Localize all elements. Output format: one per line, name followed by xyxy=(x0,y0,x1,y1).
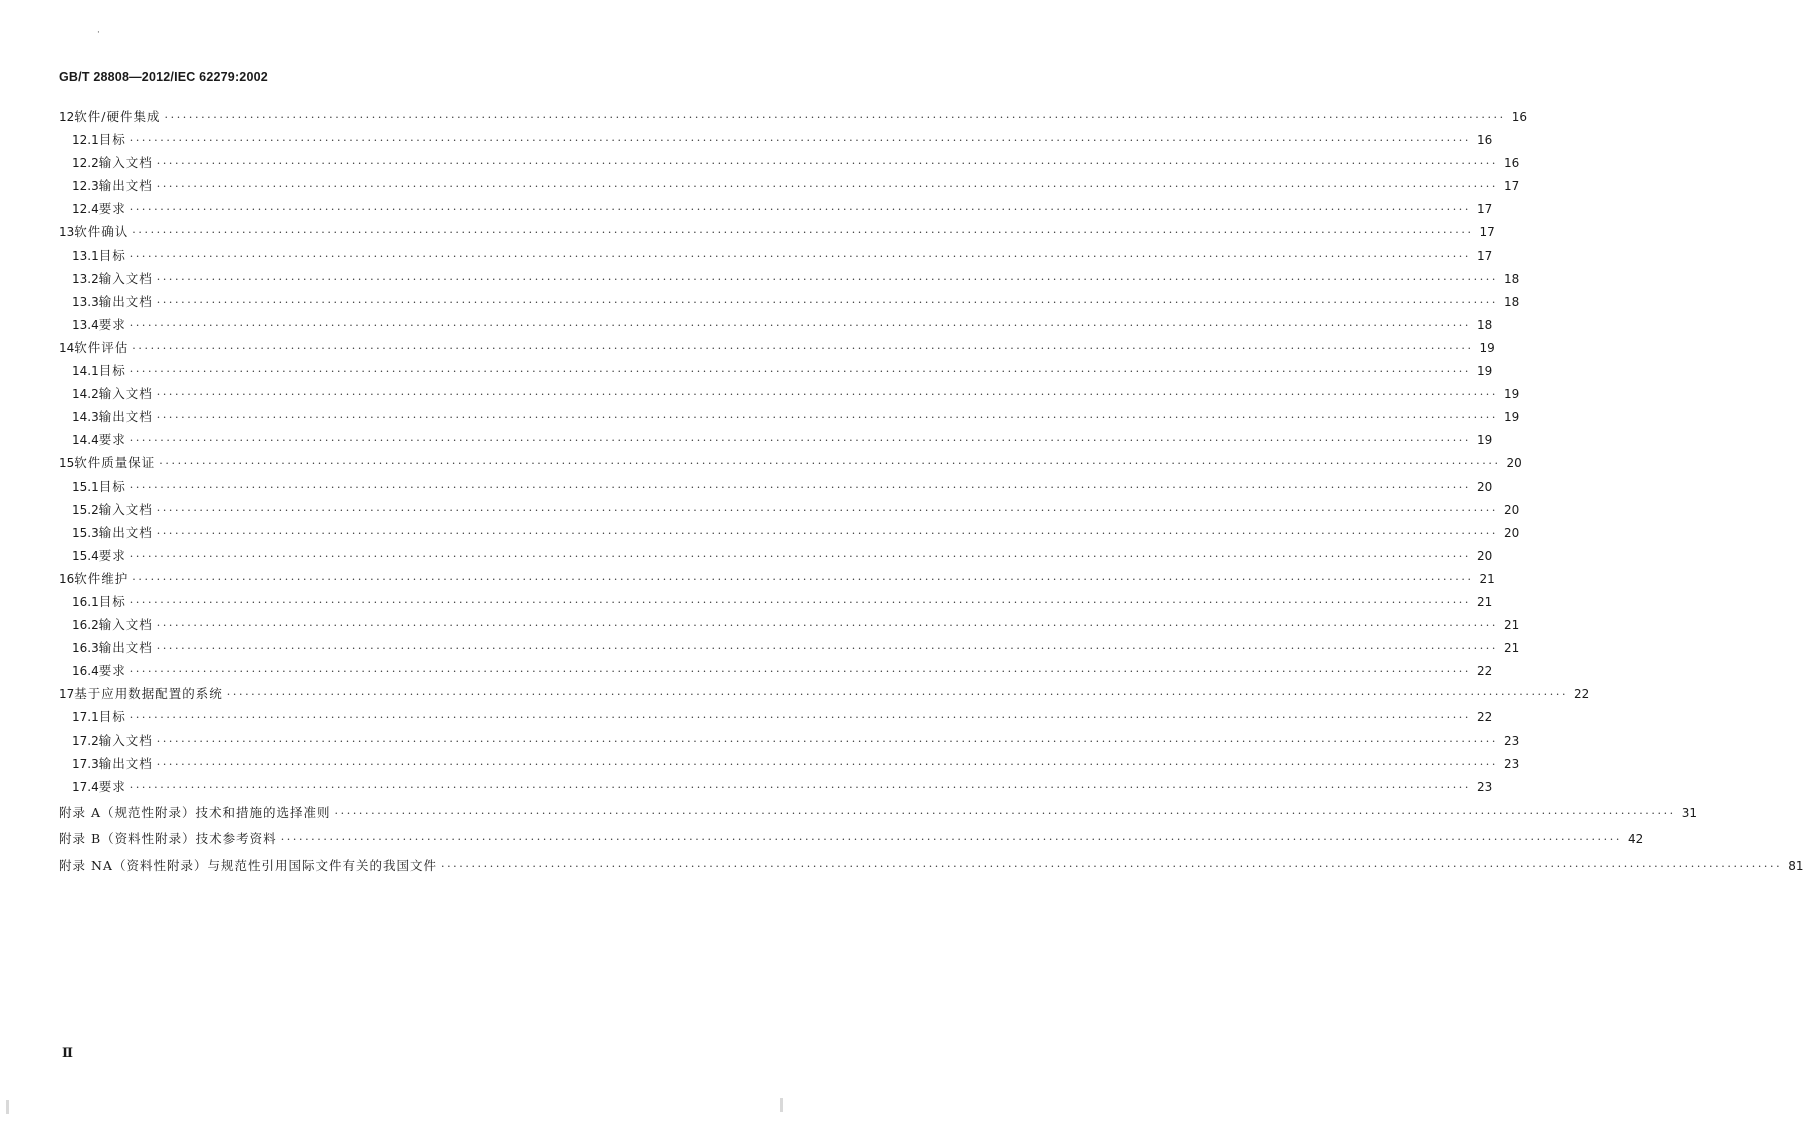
toc-title: 要求 xyxy=(98,316,126,332)
toc-title: 目标 xyxy=(98,247,126,263)
dot-leader: ···························································································································································································································· xyxy=(132,226,1474,240)
toc-number: 13.4 xyxy=(72,317,99,332)
scan-speck: · xyxy=(97,28,100,38)
dot-leader: ···························································································································································································································· xyxy=(156,272,1498,286)
toc-page: 21 xyxy=(1479,571,1495,586)
toc-subsection-row[interactable] xyxy=(59,659,1493,682)
toc-page: 23 xyxy=(1503,733,1520,748)
annex-title: 技术和措施的选择准则 xyxy=(195,804,331,820)
dot-leader: ···························································································································································································································· xyxy=(156,180,1498,194)
toc-section-row[interactable] xyxy=(59,105,1528,128)
dot-leader: ···························································································································································································································· xyxy=(280,833,1622,847)
toc-page: 23 xyxy=(1503,756,1520,771)
toc-title: 目标 xyxy=(98,593,126,609)
toc-title: 输出文档 xyxy=(98,178,153,194)
toc-page: 20 xyxy=(1503,525,1520,540)
dot-leader: ···························································································································································································································· xyxy=(156,157,1498,171)
toc-title: 输入文档 xyxy=(98,617,153,633)
toc-page: 22 xyxy=(1574,687,1590,702)
toc-number: 17.4 xyxy=(72,779,99,794)
toc-title: 软件确认 xyxy=(74,224,129,240)
toc-number: 13.3 xyxy=(72,294,99,309)
dot-leader: ···························································································································································································································· xyxy=(129,780,1471,794)
toc-section-row[interactable] xyxy=(59,451,1522,474)
toc-title: 目标 xyxy=(98,478,126,494)
standard-designation: GB/T 28808—2012/IEC 62279:2002 xyxy=(59,70,268,84)
toc-number: 14.3 xyxy=(72,410,99,425)
toc-subsection-row[interactable] xyxy=(59,544,1493,567)
toc-page: 19 xyxy=(1503,387,1520,402)
toc-number: 13.1 xyxy=(72,248,99,263)
toc-subsection-row[interactable] xyxy=(59,382,1520,405)
dot-leader: ···························································································································································································································· xyxy=(156,619,1498,633)
toc-title: 要求 xyxy=(98,432,126,448)
toc-subsection-row[interactable] xyxy=(59,313,1493,336)
scan-edge-mark xyxy=(780,1098,783,1112)
dot-leader: ···························································································································································································································· xyxy=(156,295,1498,309)
toc-title: 软件/硬件集成 xyxy=(74,109,161,124)
toc-subsection-row[interactable] xyxy=(59,729,1520,752)
toc-title: 目标 xyxy=(98,132,126,148)
toc-title: 要求 xyxy=(98,778,126,794)
toc-subsection-row[interactable] xyxy=(59,405,1520,428)
dot-leader: ···························································································································································································································· xyxy=(159,457,1501,471)
toc-title: 基于应用数据配置的系统 xyxy=(74,686,223,702)
toc-number: 12.4 xyxy=(72,202,99,217)
dot-leader: ···························································································································································································································· xyxy=(156,411,1498,425)
toc-subsection-row[interactable] xyxy=(59,128,1493,151)
dot-leader: ···························································································································································································································· xyxy=(129,549,1471,563)
toc-title: 目标 xyxy=(98,363,126,379)
toc-page: 21 xyxy=(1503,641,1520,656)
toc-number: 16 xyxy=(59,571,75,586)
toc-annex-row[interactable] xyxy=(59,826,1644,853)
annex-label: 附录 B（资料性附录） xyxy=(59,831,196,847)
annex-title: 与规范性引用国际文件有关的我国文件 xyxy=(207,858,437,873)
toc-subsection-row[interactable] xyxy=(59,521,1520,544)
toc-number: 15.4 xyxy=(72,548,99,563)
toc-page: 17 xyxy=(1479,225,1495,240)
toc-page: 19 xyxy=(1476,433,1493,448)
toc-number: 16.2 xyxy=(72,618,99,633)
scan-edge-mark xyxy=(6,1100,9,1114)
toc-page: 18 xyxy=(1476,317,1493,332)
toc-number: 17.3 xyxy=(72,756,99,771)
toc-number: 14.1 xyxy=(72,364,99,379)
toc-page: 20 xyxy=(1503,502,1520,517)
dot-leader: ···························································································································································································································· xyxy=(334,806,1676,820)
toc-page: 23 xyxy=(1476,779,1493,794)
toc-annex-row[interactable] xyxy=(59,800,1698,827)
dot-leader: ···························································································································································································································· xyxy=(156,526,1498,540)
toc-title: 输入文档 xyxy=(98,386,153,402)
toc-title: 软件维护 xyxy=(74,570,129,586)
toc-number: 13.2 xyxy=(72,271,99,286)
toc-page: 19 xyxy=(1503,410,1520,425)
toc-subsection-row[interactable] xyxy=(59,590,1493,613)
annex-title: 技术参考资料 xyxy=(195,831,277,847)
toc-title: 要求 xyxy=(98,547,126,563)
toc-subsection-row[interactable] xyxy=(59,267,1520,290)
toc-section-row[interactable] xyxy=(59,682,1590,705)
toc-title: 输入文档 xyxy=(98,155,153,171)
dot-leader: ···························································································································································································································· xyxy=(129,318,1471,332)
toc-page: 20 xyxy=(1476,548,1493,563)
toc-page: 81 xyxy=(1788,859,1804,873)
toc-number: 12.3 xyxy=(72,179,99,194)
dot-leader: ···························································································································································································································· xyxy=(164,111,1506,124)
toc-number: 15.2 xyxy=(72,502,99,517)
toc-title: 输出文档 xyxy=(98,524,153,540)
toc-number: 17.2 xyxy=(72,733,99,748)
toc-annex-row[interactable] xyxy=(59,853,1804,880)
toc-title: 软件评估 xyxy=(74,339,129,355)
annex-label: 附录 A（规范性附录） xyxy=(59,804,196,820)
toc-number: 14.4 xyxy=(72,433,99,448)
toc-title: 输出文档 xyxy=(98,293,153,309)
toc-title: 输入文档 xyxy=(98,501,153,517)
dot-leader: ···························································································································································································································· xyxy=(129,365,1471,379)
toc-title: 要求 xyxy=(98,663,126,679)
toc-section-row[interactable] xyxy=(59,220,1495,243)
dot-leader: ···························································································································································································································· xyxy=(156,757,1498,771)
toc-subsection-row[interactable] xyxy=(59,636,1520,659)
dot-leader: ···························································································································································································································· xyxy=(129,434,1471,448)
toc-page: 18 xyxy=(1503,294,1520,309)
toc-number: 15 xyxy=(59,456,75,471)
toc-subsection-row[interactable] xyxy=(59,244,1493,267)
dot-leader: ···························································································································································································································· xyxy=(129,480,1471,494)
dot-leader: ···························································································································································································································· xyxy=(129,203,1471,217)
dot-leader: ···························································································································································································································· xyxy=(129,134,1471,148)
toc-number: 14 xyxy=(59,340,75,355)
toc-subsection-row[interactable] xyxy=(59,775,1493,798)
toc-number: 17 xyxy=(59,687,75,702)
dot-leader: ···························································································································································································································· xyxy=(129,665,1471,679)
toc-page: 16 xyxy=(1511,110,1528,124)
toc-subsection-row[interactable] xyxy=(59,705,1493,728)
dot-leader: ···························································································································································································································· xyxy=(156,642,1498,656)
toc-subsection-row[interactable] xyxy=(59,498,1520,521)
toc-subsection-row[interactable] xyxy=(59,428,1493,451)
toc-page: 20 xyxy=(1506,456,1522,471)
toc-subsection-row[interactable] xyxy=(59,752,1520,775)
toc-title: 输入文档 xyxy=(98,732,153,748)
dot-leader: ···························································································································································································································· xyxy=(129,711,1471,725)
dot-leader: ···························································································································································································································· xyxy=(132,572,1474,586)
toc-number: 12 xyxy=(59,110,75,124)
toc-page: 22 xyxy=(1476,664,1493,679)
toc-subsection-row[interactable] xyxy=(59,613,1520,636)
annex-label: 附录 NA（资料性附录） xyxy=(59,858,208,873)
toc-page: 18 xyxy=(1503,271,1520,286)
toc-page: 31 xyxy=(1681,805,1698,820)
toc-number: 12.1 xyxy=(72,133,99,148)
dot-leader: ···························································································································································································································· xyxy=(226,688,1569,702)
toc-subsection-row[interactable] xyxy=(59,359,1493,382)
toc-title: 输出文档 xyxy=(98,755,153,771)
toc-number: 16.3 xyxy=(72,641,99,656)
dot-leader: ···························································································································································································································· xyxy=(440,860,1783,873)
toc-page: 17 xyxy=(1476,202,1493,217)
toc-page: 17 xyxy=(1503,179,1520,194)
toc-section-row[interactable] xyxy=(59,336,1495,359)
toc-number: 13 xyxy=(59,225,75,240)
dot-leader: ···························································································································································································································· xyxy=(156,503,1498,517)
table-of-contents xyxy=(59,105,1804,880)
toc-page: 21 xyxy=(1476,594,1493,609)
toc-page: 42 xyxy=(1627,832,1644,847)
toc-subsection-row[interactable] xyxy=(59,197,1493,220)
toc-title: 输出文档 xyxy=(98,409,153,425)
toc-page: 19 xyxy=(1479,340,1495,355)
toc-page: 21 xyxy=(1503,618,1520,633)
dot-leader: ···························································································································································································································· xyxy=(129,595,1471,609)
toc-page: 16 xyxy=(1503,156,1520,171)
dot-leader: ···························································································································································································································· xyxy=(156,734,1498,748)
toc-page: 22 xyxy=(1476,710,1493,725)
toc-title: 要求 xyxy=(98,201,126,217)
toc-number: 14.2 xyxy=(72,387,99,402)
toc-number: 12.2 xyxy=(72,156,99,171)
toc-title: 输出文档 xyxy=(98,640,153,656)
toc-page: 17 xyxy=(1476,248,1493,263)
toc-subsection-row[interactable] xyxy=(59,475,1493,498)
toc-number: 15.1 xyxy=(72,479,99,494)
toc-title: 输入文档 xyxy=(98,270,153,286)
toc-subsection-row[interactable] xyxy=(59,290,1520,313)
toc-page: 16 xyxy=(1476,133,1493,148)
toc-title: 目标 xyxy=(98,709,126,725)
page-number: Ⅱ xyxy=(62,1046,73,1061)
toc-page: 19 xyxy=(1476,364,1493,379)
toc-section-row[interactable] xyxy=(59,567,1495,590)
toc-number: 15.3 xyxy=(72,525,99,540)
dot-leader: ···························································································································································································································· xyxy=(129,249,1471,263)
dot-leader: ···························································································································································································································· xyxy=(132,341,1474,355)
dot-leader: ···························································································································································································································· xyxy=(156,388,1498,402)
toc-page: 20 xyxy=(1476,479,1493,494)
toc-title: 软件质量保证 xyxy=(74,455,156,471)
toc-number: 17.1 xyxy=(72,710,99,725)
toc-number: 16.1 xyxy=(72,594,99,609)
toc-subsection-row[interactable] xyxy=(59,174,1520,197)
toc-number: 16.4 xyxy=(72,664,99,679)
toc-subsection-row[interactable] xyxy=(59,151,1520,174)
